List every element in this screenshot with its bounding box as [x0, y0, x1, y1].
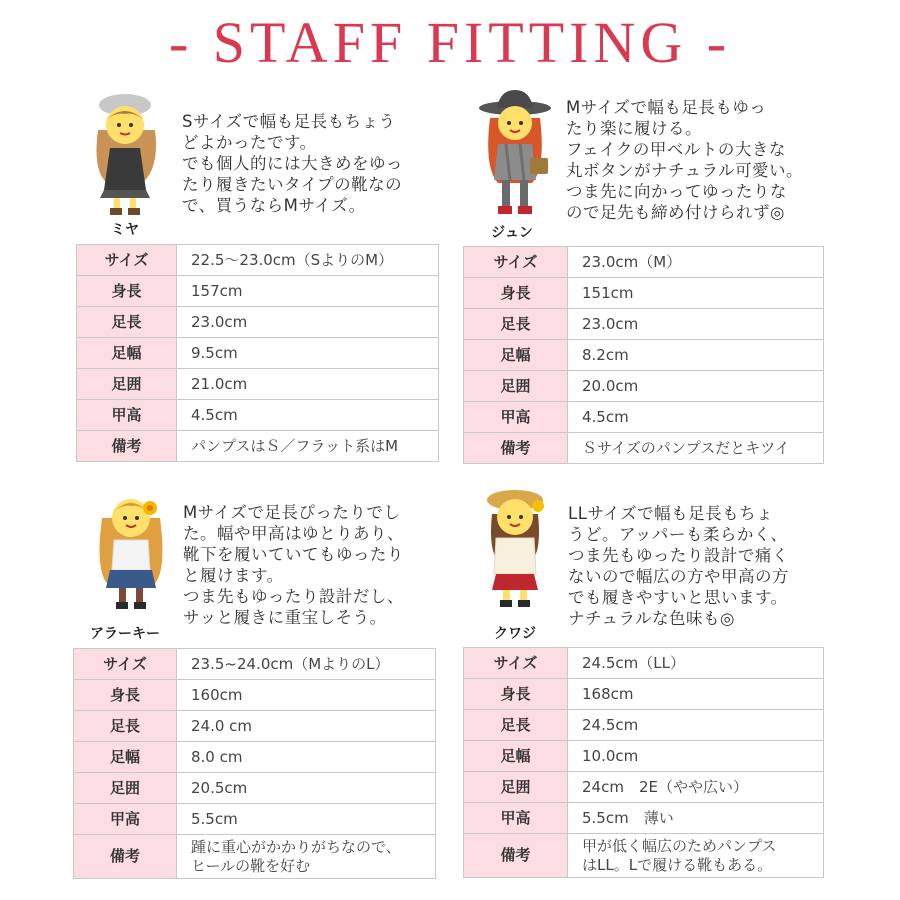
- row-value: 20.5cm: [177, 773, 436, 804]
- row-label: 甲高: [464, 402, 568, 433]
- row-value: 4.5cm: [177, 400, 439, 431]
- row-value: 151cm: [568, 278, 824, 309]
- row-label: 備考: [464, 834, 568, 878]
- table-row: [74, 804, 436, 835]
- character-illustration: [470, 484, 560, 614]
- character-illustration: [86, 488, 176, 618]
- row-label: 足囲: [74, 773, 177, 804]
- avatar-miya: [80, 90, 170, 220]
- row-label: 身長: [464, 278, 568, 309]
- row-value: 160cm: [177, 680, 436, 711]
- row-value: 168cm: [568, 679, 824, 710]
- table-row: [74, 680, 436, 711]
- table-row: [464, 710, 824, 741]
- table-row: [464, 247, 824, 278]
- row-value: 21.0cm: [177, 369, 439, 400]
- table-row: [77, 307, 439, 338]
- row-value: 8.2cm: [568, 340, 824, 371]
- row-label: サイズ: [464, 247, 568, 278]
- row-value: パンプスはＳ／フラット系はM: [177, 431, 439, 462]
- staff-name: アラーキー: [90, 626, 160, 642]
- row-value: 23.0cm: [177, 307, 439, 338]
- row-value: Ｓサイズのパンプスだとキツイ: [568, 433, 824, 464]
- table-row: [464, 371, 824, 402]
- table-row: [464, 648, 824, 679]
- table-row: [464, 278, 824, 309]
- staff-comment: Mサイズで幅も足長もゆっ たり楽に履ける。 フェイクの甲ベルトの大きな 丸ボタンがナチュラル可愛い。 つま先に向かってゆったりな ので足先も締め付けられず◎: [566, 98, 804, 222]
- table-row: [464, 402, 824, 433]
- staff-comment: Sサイズで幅も足長もちょう どよかったです。 でも個人的には大きめをゆっ たり履きたいタイプの靴なの で、買うならMサイズ。: [182, 112, 403, 215]
- table-row: [464, 340, 824, 371]
- table-row: [464, 741, 824, 772]
- table-row: [74, 649, 436, 680]
- row-label: 甲高: [77, 400, 177, 431]
- row-value: 24.5cm（LL）: [568, 648, 824, 679]
- character-illustration: [80, 90, 170, 220]
- table-row: [464, 834, 824, 878]
- row-label: 備考: [464, 433, 568, 464]
- row-value: 24.0 cm: [177, 711, 436, 742]
- row-label: 足長: [74, 711, 177, 742]
- row-value: 踵に重心がかかりがちなので、 ヒールの靴を好む: [177, 835, 436, 879]
- avatar-araki: [86, 488, 176, 618]
- row-label: 甲高: [74, 804, 177, 835]
- row-value: 20.0cm: [568, 371, 824, 402]
- row-label: 足囲: [464, 371, 568, 402]
- row-value: 24cm 2E（やや広い）: [568, 772, 824, 803]
- table-row: [464, 679, 824, 710]
- row-value: 24.5cm: [568, 710, 824, 741]
- row-label: 足幅: [77, 338, 177, 369]
- spec-table: [463, 647, 824, 878]
- row-label: 足幅: [74, 742, 177, 773]
- row-label: 備考: [74, 835, 177, 879]
- row-label: 身長: [77, 276, 177, 307]
- staff-comment: Mサイズで足長ぴったりでし た。幅や甲高はゆとりあり、 靴下を履いていてもゆったり と履けます。 つま先もゆったり設計だし、 サッと履きに重宝しそう。: [183, 503, 404, 627]
- table-row: [464, 772, 824, 803]
- row-value: 22.5〜23.0cm（SよりのM）: [177, 245, 439, 276]
- row-label: サイズ: [74, 649, 177, 680]
- table-row: [464, 803, 824, 834]
- row-value: 8.0 cm: [177, 742, 436, 773]
- table-row: [464, 309, 824, 340]
- row-label: 足長: [464, 710, 568, 741]
- spec-table: [463, 246, 824, 464]
- spec-table: [73, 648, 436, 879]
- spec-table: [76, 244, 439, 462]
- row-value: 23.0cm（M）: [568, 247, 824, 278]
- table-row: [77, 245, 439, 276]
- row-value: 10.0cm: [568, 741, 824, 772]
- table-row: [77, 431, 439, 462]
- table-row: [74, 835, 436, 879]
- row-label: 足幅: [464, 741, 568, 772]
- table-row: [74, 742, 436, 773]
- row-label: サイズ: [464, 648, 568, 679]
- table-row: [77, 276, 439, 307]
- row-value: 23.0cm: [568, 309, 824, 340]
- table-row: [77, 338, 439, 369]
- row-value: 157cm: [177, 276, 439, 307]
- page-title: - STAFF FITTING -: [168, 10, 732, 75]
- row-label: 足幅: [464, 340, 568, 371]
- row-value: 9.5cm: [177, 338, 439, 369]
- row-label: 足囲: [464, 772, 568, 803]
- staff-name: クワジ: [494, 626, 536, 642]
- row-value: 5.5cm: [177, 804, 436, 835]
- table-row: [74, 773, 436, 804]
- row-value: 5.5cm 薄い: [568, 803, 824, 834]
- staff-name: ミヤ: [111, 222, 139, 238]
- staff-name: ジュン: [491, 225, 533, 241]
- row-label: 足囲: [77, 369, 177, 400]
- table-row: [77, 369, 439, 400]
- table-row: [74, 711, 436, 742]
- row-value: 4.5cm: [568, 402, 824, 433]
- table-row: [464, 433, 824, 464]
- row-label: 備考: [77, 431, 177, 462]
- row-value: 23.5~24.0cm（MよりのL）: [177, 649, 436, 680]
- row-label: 甲高: [464, 803, 568, 834]
- avatar-kuwaji: [470, 484, 560, 614]
- row-label: 身長: [464, 679, 568, 710]
- avatar-jun: [470, 88, 560, 223]
- row-label: サイズ: [77, 245, 177, 276]
- staff-comment: LLサイズで幅も足長もちょ うど。アッパーも柔らかく、 つま先もゆったり設計で痛く ないので幅広の方や甲高の方 でも履きやすいと思います。 ナチュラルな色味も◎: [568, 504, 789, 628]
- row-value: 甲が低く幅広のためパンプス はLL。Lで履ける靴もある。: [568, 834, 824, 878]
- row-label: 足長: [77, 307, 177, 338]
- row-label: 身長: [74, 680, 177, 711]
- table-row: [77, 400, 439, 431]
- character-illustration: [470, 88, 560, 223]
- row-label: 足長: [464, 309, 568, 340]
